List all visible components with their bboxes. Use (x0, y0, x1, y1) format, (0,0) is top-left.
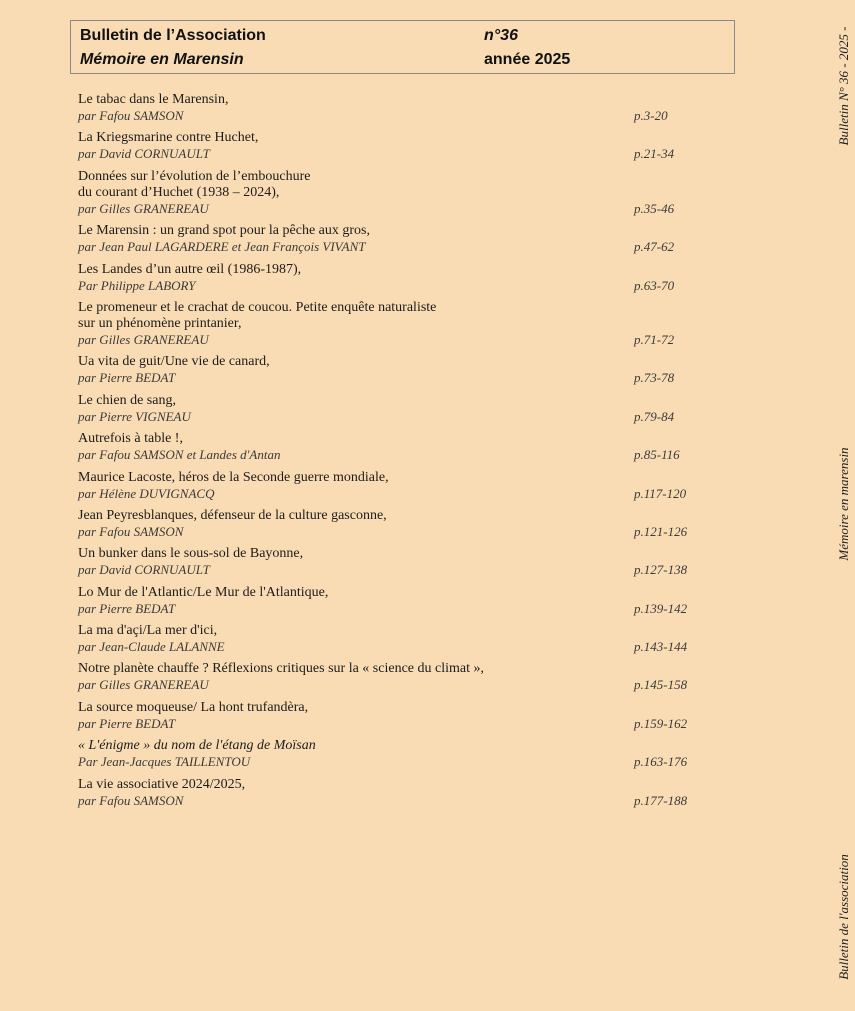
issue-number: n°36 (484, 27, 518, 44)
entry-pages: p.47-62 (634, 239, 675, 255)
entry-author: Par Philippe LABORY (78, 277, 196, 293)
toc-entry (78, 585, 698, 617)
entry-title: La Kriegsmarine contre Huchet, (78, 130, 259, 146)
toc-entry (78, 431, 698, 463)
toc-entry (78, 262, 698, 294)
entry-author: par Hélène DUVIGNACQ (78, 485, 215, 501)
bulletin-header (70, 20, 735, 74)
entry-title: La vie associative 2024/2025, (78, 776, 246, 792)
entry-title: Un bunker dans le sous-sol de Bayonne, (78, 546, 304, 562)
entry-pages: p.79-84 (634, 408, 675, 424)
entry-pages: p.71-72 (634, 331, 675, 347)
entry-title: Les Landes d’un autre œil (1986-1987), (78, 261, 302, 277)
entry-pages: p.63-70 (634, 277, 675, 293)
entry-pages: p.163-176 (634, 754, 688, 770)
association-name: Mémoire en Marensin (80, 51, 244, 68)
entry-title: La ma d'açi/La mer d'ici, (78, 623, 218, 639)
entry-title: Autrefois à table !, (78, 431, 183, 447)
toc-entry (78, 130, 698, 162)
toc-entry (78, 738, 698, 770)
toc-entry (78, 92, 698, 124)
entry-author: par Fafou SAMSON (78, 108, 184, 123)
bulletin-label: Bulletin de l’Association (80, 27, 266, 44)
table-of-contents (78, 92, 698, 815)
entry-author: par Pierre BEDAT (78, 600, 176, 616)
entry-pages: p.143-144 (634, 639, 688, 655)
entry-title: Données sur l’évolution de l’embouchure (78, 168, 311, 184)
toc-entry (78, 169, 698, 217)
toc-entry (78, 354, 698, 386)
entry-pages: p.21-34 (634, 146, 675, 162)
entry-title-continued: sur un phénomène printanier, (78, 315, 242, 331)
entry-author: par Gilles GRANEREAU (78, 677, 209, 693)
entry-pages: p.73-78 (634, 370, 675, 386)
entry-title: « L'énigme » du nom de l'étang de Moïsan (78, 738, 316, 754)
entry-author: par Fafou SAMSON (78, 523, 184, 539)
side-association-name: Mémoire en marensin (836, 447, 851, 561)
entry-author: par Fafou SAMSON et Landes d'Antan (78, 447, 281, 463)
toc-entry (78, 700, 698, 732)
entry-author: par Gilles GRANEREAU (78, 200, 209, 216)
toc-entry (78, 623, 698, 655)
entry-pages: p.3-20 (634, 108, 668, 123)
entry-pages: p.139-142 (634, 600, 688, 616)
toc-entry (78, 300, 698, 348)
entry-title: Le promeneur et le crachat de coucou. Petite enquête naturaliste (78, 299, 437, 315)
side-bulletin-label: Bulletin de l'association (836, 854, 851, 980)
entry-title: Le tabac dans le Marensin, (78, 92, 229, 107)
toc-entry (78, 223, 698, 255)
toc-entry (78, 777, 698, 809)
toc-entry (78, 508, 698, 540)
issue-year: année 2025 (484, 51, 571, 68)
entry-author: par Pierre VIGNEAU (78, 408, 191, 424)
entry-pages: p.127-138 (634, 562, 688, 578)
side-bulletin-number: Bulletin N° 36 - 2025 - (836, 26, 851, 146)
entry-title: Le chien de sang, (78, 392, 176, 408)
toc-entry (78, 393, 698, 425)
entry-author: Par Jean-Jacques TAILLENTOU (78, 754, 251, 770)
entry-title-continued: du courant d’Huchet (1938 – 2024), (78, 184, 280, 200)
entry-title: La source moqueuse/ La hont trufandèra, (78, 699, 309, 715)
entry-pages: p.145-158 (634, 677, 688, 693)
entry-author: par Jean Paul LAGARDERE et Jean François VIVANT (78, 239, 366, 255)
entry-title: Jean Peyresblanques, défenseur de la culture gasconne, (78, 507, 387, 523)
entry-pages: p.159-162 (634, 715, 688, 731)
toc-entry (78, 546, 698, 578)
entry-author: par Pierre BEDAT (78, 715, 176, 731)
entry-title: Ua vita de guit/Une vie de canard, (78, 354, 270, 370)
entry-author: par Pierre BEDAT (78, 370, 176, 386)
entry-author: par Fafou SAMSON (78, 792, 184, 808)
toc-entry (78, 470, 698, 502)
entry-title: Le Marensin : un grand spot pour la pêche aux gros, (78, 223, 370, 239)
entry-author: par David CORNUAULT (78, 146, 210, 162)
entry-author: par Gilles GRANEREAU (78, 331, 209, 347)
toc-entry (78, 661, 698, 693)
entry-pages: p.85-116 (634, 447, 680, 463)
entry-author: par Jean-Claude LALANNE (78, 639, 225, 655)
entry-pages: p.117-120 (634, 485, 687, 501)
entry-title: Lo Mur de l'Atlantic/Le Mur de l'Atlantique, (78, 584, 329, 600)
entry-title: Notre planète chauffe ? Réflexions critiques sur la « science du climat », (78, 661, 484, 677)
entry-pages: p.121-126 (634, 523, 688, 539)
entry-title: Maurice Lacoste, héros de la Seconde guerre mondiale, (78, 469, 389, 485)
entry-author: par David CORNUAULT (78, 562, 210, 578)
entry-pages: p.35-46 (634, 200, 675, 216)
entry-pages: p.177-188 (634, 792, 688, 808)
